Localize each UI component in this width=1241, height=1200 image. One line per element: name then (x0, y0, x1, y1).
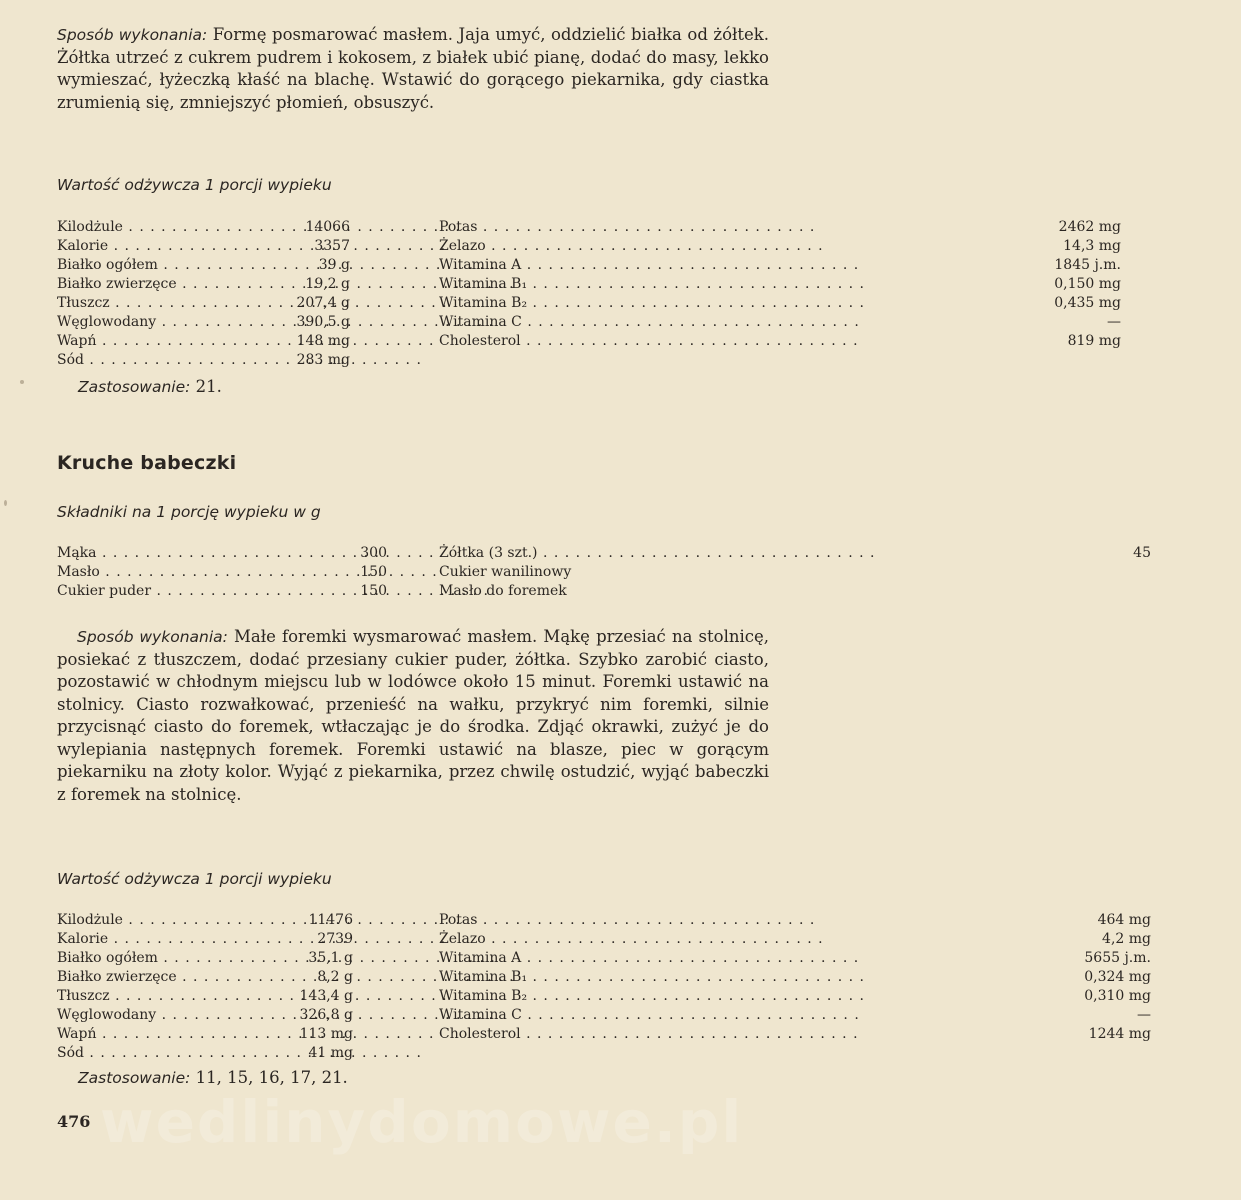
nutrition-row-label: Witamina B₂ . . . (439, 294, 649, 313)
nutrition-row (57, 313, 440, 332)
nutrition-row-value: 207,4 g (296, 295, 350, 311)
nutrition-heading-2: Wartość odżywcza 1 porcji wypieku (57, 870, 332, 888)
nutrition-heading-1: Wartość odżywcza 1 porcji wypieku (57, 176, 332, 194)
ingredient-row (439, 582, 1241, 601)
nutrition-row-value: 390,5 g (296, 314, 350, 330)
nutrition-row-value: 5655 j.m. (1084, 950, 1151, 966)
nutrition-row-label: Cholesterol . . . (439, 1025, 649, 1044)
nutrition-row-label: Kalorie . . . (57, 237, 272, 256)
ingredient-row-value: 150 (360, 583, 387, 599)
nutrition-row-label: Cholesterol . . . (439, 332, 649, 351)
nutrition-row-label: Witamina A . . . (439, 949, 649, 968)
nutrition-row-value: 113 mg (299, 1026, 353, 1042)
nutrition-row (439, 275, 1211, 294)
nutrition-row (57, 1044, 443, 1063)
nutrition-row (439, 1006, 1241, 1025)
nutrition-row (57, 987, 443, 1006)
nutrition-row-label: Kilodżule . . . (57, 911, 272, 930)
method-paragraph-1 (57, 24, 769, 114)
nutrition-row (57, 1006, 443, 1025)
ingredient-row-value: 150 (360, 564, 387, 580)
nutrition-row (439, 332, 1211, 351)
nutrition-row-label: Białko zwierzęce . . . (57, 275, 272, 294)
nutrition-row-value: 1845 j.m. (1054, 257, 1121, 273)
ingredient-row (439, 563, 1241, 582)
nutrition-row-label: Białko zwierzęce . . . (57, 968, 272, 987)
nutrition-row (57, 911, 443, 930)
nutrition-row-label: Potas . . . (439, 218, 649, 237)
nutrition-row (57, 332, 440, 351)
nutrition-row-label: Żelazo . . . (439, 930, 649, 949)
method-label: Sposób wykonania: (57, 26, 208, 44)
usage-label: Zastosowanie: (78, 378, 191, 396)
nutrition-row (439, 218, 1211, 237)
nutrition-row-label: Witamina C . . . (439, 1006, 649, 1025)
method-text: Małe foremki wysmarować masłem. Mąkę przesiać na stolnicę, posiekać z tłuszczem, dodać przesiany cukier puder, żółtka. Szybko zarobić ciasto, pozostawić w chłodnym miejscu lub w lodówce około 15 minut. Foremki ustawić na stolnicy. Ciasto rozwałkować, przenieść na wałku, przykryć nim foremki, silnie przycisnąć ciasto do foremek, wtłaczając je do środka. Zdjąć okrawki, zużyć je do wylepiania następnych foremek. Foremki ustawić na blasze, piec w gorącym piekarniku na złoty kolor. Wyjąć z piekarnika, przez chwilę ostudzić, wyjąć babeczki z foremek na stolnicę. (57, 627, 770, 804)
nutrition-row-label: Tłuszcz . . . (57, 294, 272, 313)
nutrition-row-value: 2462 mg (1058, 219, 1121, 235)
nutrition-row-label: Witamina B₂ . . . (439, 987, 649, 1006)
nutrition-row-value: 0,310 mg (1084, 988, 1151, 1004)
nutrition-row (439, 911, 1241, 930)
nutrition-row-value: 35,1 g (308, 950, 353, 966)
nutrition-row (439, 968, 1241, 987)
nutrition-row-label: Białko ogółem . . . (57, 256, 272, 275)
nutrition-row (57, 930, 443, 949)
nutrition-row-value: 143,4 g (299, 988, 353, 1004)
ingredient-row-label: Żółtka (3 szt.) . . . (439, 544, 729, 563)
page-number: 476 (57, 1112, 91, 1131)
nutrition-row-label: Wapń . . . (57, 332, 272, 351)
nutrition-row-value: 0,324 mg (1084, 969, 1151, 985)
nutrition-row-label: Wapń . . . (57, 1025, 272, 1044)
nutrition-row (439, 1025, 1241, 1044)
nutrition-row (439, 930, 1241, 949)
ingredient-row (57, 582, 477, 601)
nutrition-row (439, 313, 1211, 332)
ingredient-row-label: Cukier puder . . . (57, 582, 349, 601)
nutrition-row (439, 987, 1241, 1006)
nutrition-row-value: 14,3 mg (1063, 238, 1121, 254)
nutrition-row (57, 275, 440, 294)
nutrition-row-value: 4,2 mg (1102, 931, 1151, 947)
ingredients-heading: Składniki na 1 porcję wypieku w g (57, 503, 321, 521)
nutrition-row (57, 1025, 443, 1044)
nutrition-row-label: Węglowodany . . . (57, 1006, 272, 1025)
nutrition-row-value: — (1107, 314, 1121, 330)
ingredient-row (57, 563, 477, 582)
usage-value: 21. (195, 377, 222, 396)
usage-line-2 (78, 1068, 348, 1087)
ingredient-row-label: Cukier wanilinowy (439, 564, 572, 580)
nutrition-row-value: 19,2 g (305, 276, 350, 292)
usage-value: 11, 15, 16, 17, 21. (195, 1068, 348, 1087)
method-paragraph-2 (57, 626, 769, 806)
nutrition-row (439, 256, 1211, 275)
ingredient-row (439, 544, 1241, 563)
usage-line-1 (78, 377, 222, 396)
nutrition-row (57, 237, 440, 256)
nutrition-row-value: 283 mg (296, 352, 350, 368)
ingredient-row (57, 544, 477, 563)
nutrition-row-label: Sód . . . (57, 1044, 272, 1063)
nutrition-row-label: Witamina A . . . (439, 256, 649, 275)
nutrition-row (439, 949, 1241, 968)
paper-speck (4, 500, 7, 506)
nutrition-row-value: 1244 mg (1088, 1026, 1151, 1042)
nutrition-row-label: Witamina B₁ . . . (439, 275, 649, 294)
nutrition-row-label: Żelazo . . . (439, 237, 649, 256)
nutrition-row-label: Potas . . . (439, 911, 649, 930)
nutrition-row (439, 294, 1211, 313)
nutrition-row (57, 351, 440, 370)
nutrition-row-label: Witamina C . . . (439, 313, 649, 332)
ingredient-row-label: Masło do foremek (439, 583, 567, 599)
nutrition-row (57, 949, 443, 968)
method-label: Sposób wykonania: (77, 628, 228, 646)
nutrition-row (57, 968, 443, 987)
usage-label: Zastosowanie: (78, 1069, 191, 1087)
nutrition-row-value: 0,435 mg (1054, 295, 1121, 311)
nutrition-row-value: 14066 (305, 219, 350, 235)
method-text: Formę posmarować masłem. Jaja umyć, oddzielić białka od żółtek. Żółtka utrzeć z cukrem pudrem i kokosem, z białek ubić pianę, dodać do masy, lekko wymieszać, łyżeczką kłaść na blachę. Wstawić do gorącego piekarnika, gdy ciastka zrumienią się, zmniejszyć płomień, obsuszyć. (57, 25, 770, 112)
nutrition-row-label: Kilodżule . . . (57, 218, 272, 237)
ingredient-row-label: Mąka . . . (57, 544, 349, 563)
ingredient-row-value: 300 (360, 545, 387, 561)
ingredient-row-value: 45 (1133, 545, 1151, 561)
nutrition-row-label: Kalorie . . . (57, 930, 272, 949)
ingredient-row-label: Masło . . . (57, 563, 349, 582)
nutrition-row-value: 2739 (317, 931, 353, 947)
nutrition-row-value: 326,8 g (299, 1007, 353, 1023)
watermark: wedlinydomowe.pl (100, 1088, 744, 1156)
nutrition-row (439, 237, 1211, 256)
nutrition-row-label: Sód . . . (57, 351, 272, 370)
nutrition-row-label: Witamina B₁ . . . (439, 968, 649, 987)
nutrition-row (57, 256, 440, 275)
nutrition-row-value: 3357 (314, 238, 350, 254)
nutrition-row-value: 148 mg (296, 333, 350, 349)
nutrition-row-value: 0,150 mg (1054, 276, 1121, 292)
nutrition-row (57, 218, 440, 237)
nutrition-row (57, 294, 440, 313)
nutrition-row-value: 41 mg (308, 1045, 353, 1061)
recipe-title: Kruche babeczki (57, 452, 237, 474)
nutrition-row-value: 8,2 g (317, 969, 353, 985)
nutrition-row-label: Tłuszcz . . . (57, 987, 272, 1006)
paper-speck (20, 380, 24, 384)
nutrition-row-value: — (1137, 1007, 1151, 1023)
nutrition-row-value: 39 g (318, 257, 350, 273)
nutrition-row-value: 819 mg (1067, 333, 1121, 349)
nutrition-row-value: 464 mg (1097, 912, 1151, 928)
nutrition-row-value: 11476 (308, 912, 353, 928)
nutrition-row-label: Białko ogółem . . . (57, 949, 272, 968)
nutrition-row-label: Węglowodany . . . (57, 313, 272, 332)
